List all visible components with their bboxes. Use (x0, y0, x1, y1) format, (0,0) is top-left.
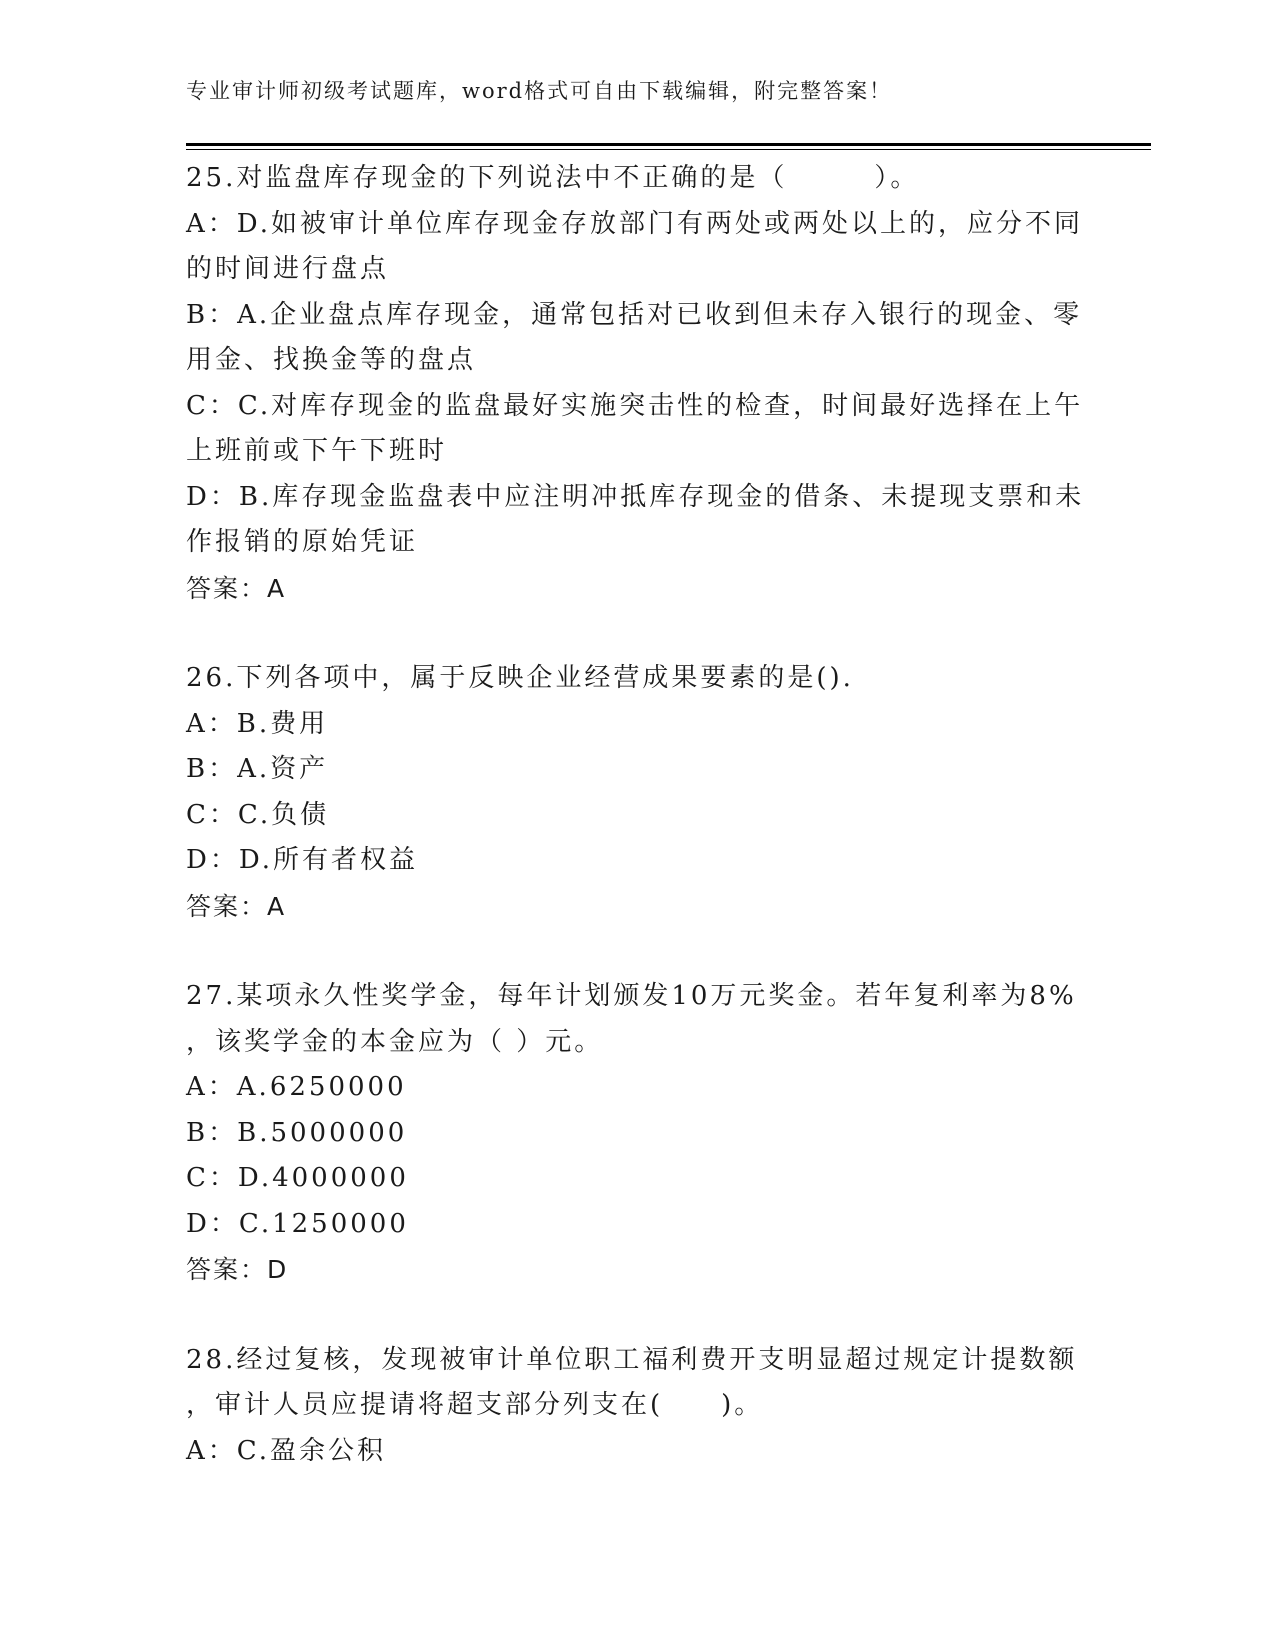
question-text: ，审计人员应提请将超支部分列支在( )。 (186, 1390, 764, 1420)
option-line: B：A.企业盘点库存现金，通常包括对已收到但未存入银行的现金、零 (186, 299, 1083, 330)
page-header: 专业审计师初级考试题库，word格式可自由下载编辑，附完整答案！ (186, 79, 893, 103)
answer-text: 答案：A (186, 573, 287, 603)
question-text: ，该奖学金的本金应为（ ）元。 (186, 1026, 604, 1057)
option-line: B：B.5000000 (186, 1117, 408, 1148)
question-26 (186, 656, 1086, 929)
question-text: 28.经过复核，发现被审计单位职工福利费开支明显超过规定计提数额 (186, 1344, 1078, 1375)
question-27 (186, 974, 1086, 1293)
question-spacer (186, 611, 1086, 656)
option-line: C：D.4000000 (186, 1163, 409, 1193)
question-28 (186, 1338, 1086, 1475)
option-line: 用金、找换金等的盘点 (186, 345, 477, 375)
option-line: B：A.资产 (186, 754, 329, 784)
option-line: 的时间进行盘点 (186, 254, 390, 284)
question-25 (186, 156, 1086, 611)
header-rule-thin (186, 149, 1151, 150)
option-line: 作报销的原始凭证 (186, 527, 419, 557)
option-line: A：B.费用 (186, 708, 329, 739)
option-line: D：B.库存现金监盘表中应注明冲抵库存现金的借条、未提现支票和未 (186, 481, 1085, 512)
option-line: A：A.6250000 (186, 1072, 407, 1102)
option-line: A：C.盈余公积 (186, 1435, 387, 1466)
answer-text: 答案：A (186, 891, 287, 921)
option-line: 上班前或下午下班时 (186, 436, 448, 466)
option-line: D：C.1250000 (186, 1208, 409, 1239)
option-line: A：D.如被审计单位库存现金存放部门有两处或两处以上的，应分不同 (186, 208, 1083, 239)
answer-text: 答案：D (186, 1255, 289, 1284)
question-text: 25.对监盘库存现金的下列说法中不正确的是（ ）。 (186, 163, 920, 193)
option-line: C：C.对库存现金的监盘最好实施突击性的检查，时间最好选择在上午 (186, 390, 1084, 421)
option-line: C：C.负债 (186, 799, 330, 830)
header-rule-thick (186, 143, 1151, 146)
question-list (186, 156, 1086, 1474)
question-text: 26.下列各项中，属于反映企业经营成果要素的是(). (186, 663, 854, 693)
question-text: 27.某项永久性奖学金，每年计划颁发10万元奖金。若年复利率为8% (186, 981, 1077, 1011)
question-spacer (186, 929, 1086, 974)
option-line: D：D.所有者权益 (186, 845, 419, 875)
question-spacer (186, 1293, 1086, 1338)
